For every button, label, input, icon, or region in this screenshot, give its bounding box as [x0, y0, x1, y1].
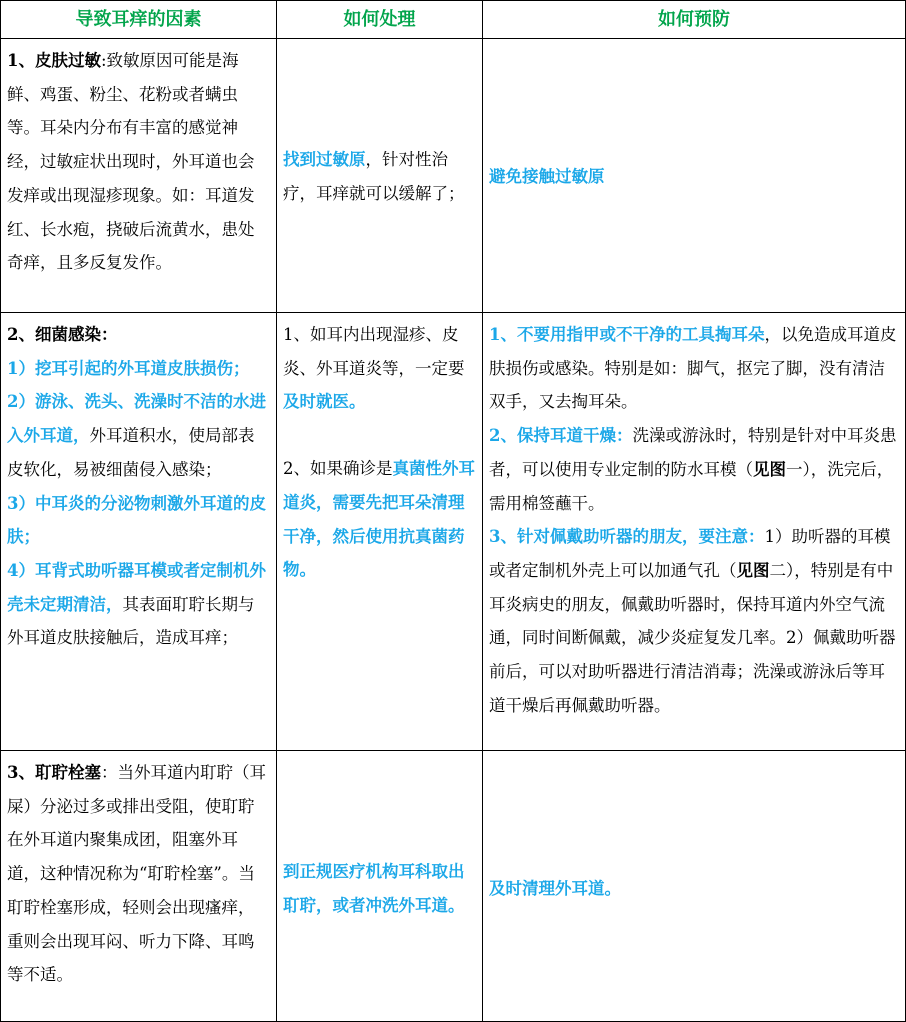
cause-item-highlight: 2）游泳、洗头、洗澡时不洁的水进入外耳道，	[7, 392, 266, 446]
handle-item-highlight: 真菌性外耳道炎，需要先把耳朵清理干净，然后使用抗真菌药物。	[283, 459, 475, 580]
prevent-highlight: 及时清理外耳道。	[489, 878, 621, 898]
cause-item	[7, 487, 270, 554]
cause-cell	[1, 313, 277, 751]
prevent-cell	[483, 751, 906, 1022]
figure-ref: 见图	[736, 560, 770, 580]
table-row	[1, 751, 906, 1022]
cause-item-text: 其表面耵聍长期与外耳道皮肤接触后，造成耳痒；	[7, 594, 255, 648]
cause-text: :致敏原因可能是海鲜、鸡蛋、粉尘、花粉或者螨虫等。耳朵内分布有丰富的感觉神经，过敏症状出现时，外耳道也会发痒或出现湿疹现象。如：耳道发红、长水疱，挠破后流黄水，患处奇痒，且多反复发作。	[7, 51, 255, 273]
prevent-item	[489, 318, 899, 419]
handle-item	[283, 452, 476, 587]
cause-cell	[1, 751, 277, 1022]
cause-text: ：当外耳道内耵聍（耳屎）分泌过多或排出受阻，使耵聍在外耳道内聚集成团，阻塞外耳道，这种情况称为“耵聍栓塞”。当耵聍栓塞形成，轻则会出现瘙痒，重则会出现耳闷、听力下降、耳鸣等不适。	[7, 763, 266, 985]
handle-item	[283, 318, 476, 419]
header-handle: 如何处理	[277, 1, 483, 39]
cause-title: 1、皮肤过敏	[7, 51, 101, 70]
cause-item	[7, 352, 270, 386]
table-row	[1, 313, 906, 751]
cause-item-highlight: 1）挖耳引起的外耳道皮肤损伤；	[7, 358, 250, 378]
handle-item-text: 1、如耳内出现湿疹、皮炎、外耳道炎等，一定要	[283, 325, 465, 378]
header-cause: 导致耳痒的因素	[1, 1, 277, 39]
prevent-item-text: 二），特别是有中耳炎病史的朋友，佩戴助听器时，保持耳道内外空气流通，同时间断佩戴，减少炎症复发几率。2）佩戴助听器前后，可以对助听器进行清洁消毒；洗澡或游泳后等耳道干燥后再佩戴助听器。	[489, 560, 896, 715]
prevent-item-text: 洗澡或游泳时，特别是针对中耳炎患者，可以使用专业定制的防水耳模（	[489, 426, 897, 479]
header-row	[1, 1, 906, 39]
handle-cell	[277, 39, 483, 313]
prevent-item	[489, 419, 899, 520]
figure-ref: 见图	[753, 459, 786, 479]
handle-highlight: 找到过敏原	[283, 149, 366, 169]
cause-item-highlight: 4）耳背式助听器耳模或者定制机外壳未定期清洁，	[7, 560, 266, 614]
prevent-item-text: 一），洗完后，需用棉签蘸干。	[489, 459, 894, 513]
cause-item-highlight: 3）中耳炎的分泌物刺激外耳道的皮肤；	[7, 493, 266, 547]
prevent-cell	[483, 39, 906, 313]
cause-title: 3、耵聍栓塞	[7, 763, 101, 782]
handle-item-text: 2、如果确诊是	[283, 459, 393, 479]
prevent-item	[489, 520, 899, 722]
prevent-item-highlight: 3、针对佩戴助听器的朋友，要注意：	[489, 527, 765, 547]
cause-item-text: 外耳道积水，使局部表皮软化，易被细菌侵入感染；	[7, 426, 255, 479]
header-prevent: 如何预防	[483, 1, 906, 39]
handle-highlight: 到正规医疗机构耳科取出耵聍，或者冲洗外耳道。	[283, 861, 465, 915]
handle-cell	[277, 313, 483, 751]
table-row	[1, 39, 906, 313]
cause-item	[7, 385, 270, 486]
prevent-highlight: 避免接触过敏原	[489, 166, 605, 186]
prevent-cell	[483, 313, 906, 751]
cause-cell	[1, 39, 277, 313]
cause-title: 2、细菌感染：	[7, 325, 118, 344]
prevent-item-text: 1）助听器的耳模或者定制机外壳上可以加通气孔（	[489, 527, 891, 580]
prevent-item-highlight: 1、不要用指甲或不干净的工具掏耳朵	[489, 325, 765, 344]
cause-item	[7, 554, 270, 655]
handle-cell	[277, 751, 483, 1022]
prevent-item-highlight: 2、保持耳道干燥：	[489, 426, 633, 446]
handle-text: ，针对性治疗，耳痒就可以缓解了；	[283, 149, 465, 203]
handle-item-highlight: 及时就医。	[283, 392, 366, 412]
prevent-item-text: ，以免造成耳道皮肤损伤或感染。特别是如：脚气，抠完了脚，没有清洁双手，又去掏耳朵。	[489, 325, 897, 412]
